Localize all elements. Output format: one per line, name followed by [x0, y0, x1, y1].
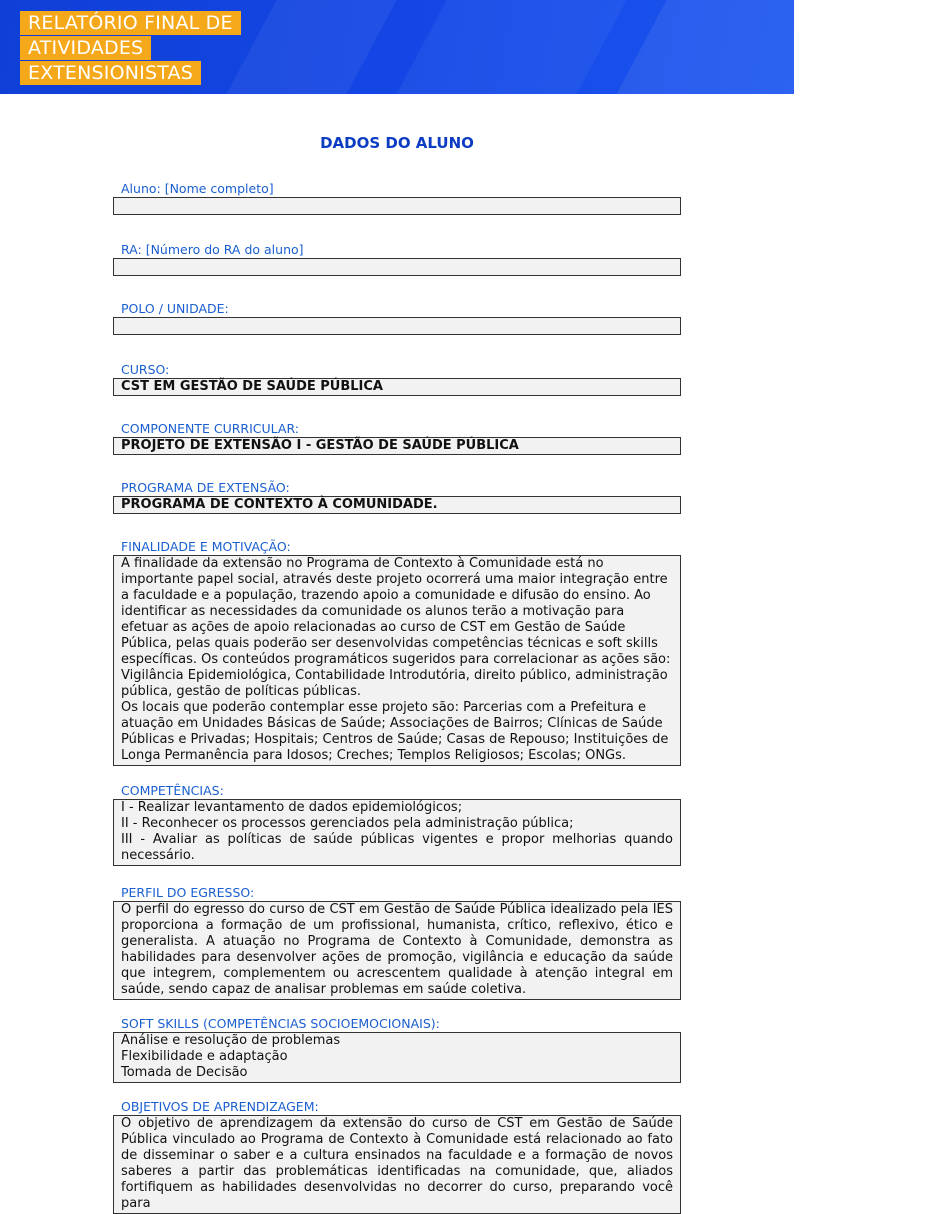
curso-value: CST EM GESTÃO DE SAÚDE PÚBLICA	[113, 378, 681, 396]
field-soft-skills	[113, 1015, 681, 1083]
report-title-line-2: ATIVIDADES	[20, 36, 151, 60]
field-label: PROGRAMA DE EXTENSÃO:	[121, 480, 290, 495]
field-label: FINALIDADE E MOTIVAÇÃO:	[121, 539, 291, 554]
paragraph: O objetivo de aprendizagem da extensão do curso de CST em Gestão de Saúde Pública vinculado ao Programa de Contexto à Comunidade está relacionado ao fato de disseminar o saber e a cultura ensinados na faculdade e a formação de novos saberes a partir das problemáticas identificadas na comunidade, que, aliados fortifiquem as habilidades desenvolvidas no decorrer do curso, preparando você para	[121, 1116, 673, 1211]
field-ra	[113, 241, 681, 276]
finalidade-text	[113, 555, 681, 766]
field-polo	[113, 300, 681, 335]
field-label: PERFIL DO EGRESSO:	[121, 885, 255, 900]
section-title: DADOS DO ALUNO	[320, 134, 474, 152]
field-label: CURSO:	[121, 362, 170, 377]
report-title-line-1: RELATÓRIO FINAL DE	[20, 11, 241, 35]
field-competencias	[113, 782, 681, 866]
field-label: OBJETIVOS DE APRENDIZAGEM:	[121, 1099, 319, 1114]
field-programa	[113, 479, 681, 514]
header-banner	[0, 0, 794, 94]
paragraph: O perfil do egresso do curso de CST em Gestão de Saúde Pública idealizado pela IES proporciona a formação de um profissional, humanista, crítico, reflexivo, ético e generalista. A atuação no Programa de Contexto à Comunidade, demonstra as habilidades para desenvolver ações de promoção, vigilância e educação da saúde que integrem, complementem ou acrescentem qualidade à atenção integral em saúde, sendo capaz de analisar problemas em saúde coletiva.	[121, 902, 673, 997]
polo-input[interactable]	[113, 317, 681, 335]
objetivos-text	[113, 1115, 681, 1214]
banner-stripe	[383, 0, 637, 120]
banner-stripe	[213, 0, 407, 120]
field-label: RA: [Número do RA do aluno]	[121, 242, 304, 257]
list-item: II - Reconhecer os processos gerenciados pela administração pública;	[121, 816, 574, 831]
soft-skills-text	[113, 1032, 681, 1083]
field-label: POLO / UNIDADE:	[121, 301, 229, 316]
programa-value: PROGRAMA DE CONTEXTO À COMUNIDADE.	[113, 496, 681, 514]
list-item: Flexibilidade e adaptação	[121, 1049, 288, 1064]
field-objetivos	[113, 1098, 681, 1214]
list-item: Tomada de Decisão	[121, 1065, 248, 1080]
field-componente	[113, 420, 681, 455]
competencias-text	[113, 799, 681, 866]
field-perfil	[113, 884, 681, 1000]
field-curso	[113, 361, 681, 396]
field-finalidade	[113, 538, 681, 766]
paragraph: A finalidade da extensão no Programa de Contexto à Comunidade está no importante papel social, através deste projeto ocorrerá uma maior integração entre a faculdade e a população, trazendo apoio a comunidade e difusão do ensino. Ao identificar as necessidades da comunidade os alunos terão a motivação para efetuar as ações de apoio relacionadas ao curso de CST em Gestão de Saúde Pública, pelas quais poderão ser desenvolvidas competências técnicas e soft skills específicas. Os conteúdos programáticos sugeridos para correlacionar as ações são: Vigilância Epidemiológica, Contabilidade Introdutória, direito público, administração pública, gestão de políticas públicas.	[121, 556, 671, 699]
perfil-text	[113, 901, 681, 1000]
field-label: SOFT SKILLS (COMPETÊNCIAS SOCIOEMOCIONAIS):	[121, 1016, 440, 1031]
ra-input[interactable]	[113, 258, 681, 276]
paragraph: Os locais que poderão contemplar esse projeto são: Parcerias com a Prefeitura e atuação em Unidades Básicas de Saúde; Associações de Bairros; Clínicas de Saúde Públicas e Privadas; Hospitais; Centros de Saúde; Casas de Repouso; Instituições de Longa Permanência para Idosos; Creches; Templos Religiosos; Escolas; ONGs.	[121, 700, 669, 763]
field-label: COMPONENTE CURRICULAR:	[121, 421, 299, 436]
field-aluno	[113, 180, 681, 215]
report-title-line-3: EXTENSIONISTAS	[20, 61, 201, 85]
banner-stripe	[603, 0, 937, 120]
student-data-form	[113, 180, 681, 1214]
list-item: III - Avaliar as políticas de saúde públicas vigentes e propor melhorias quando necessário.	[121, 832, 673, 863]
field-label: Aluno: [Nome completo]	[121, 181, 274, 196]
aluno-input[interactable]	[113, 197, 681, 215]
componente-value: PROJETO DE EXTENSÃO I - GESTÃO DE SAÚDE PÚBLICA	[113, 437, 681, 455]
field-label: COMPETÊNCIAS:	[121, 783, 224, 798]
list-item: I - Realizar levantamento de dados epidemiológicos;	[121, 800, 463, 815]
list-item: Análise e resolução de problemas	[121, 1033, 341, 1048]
